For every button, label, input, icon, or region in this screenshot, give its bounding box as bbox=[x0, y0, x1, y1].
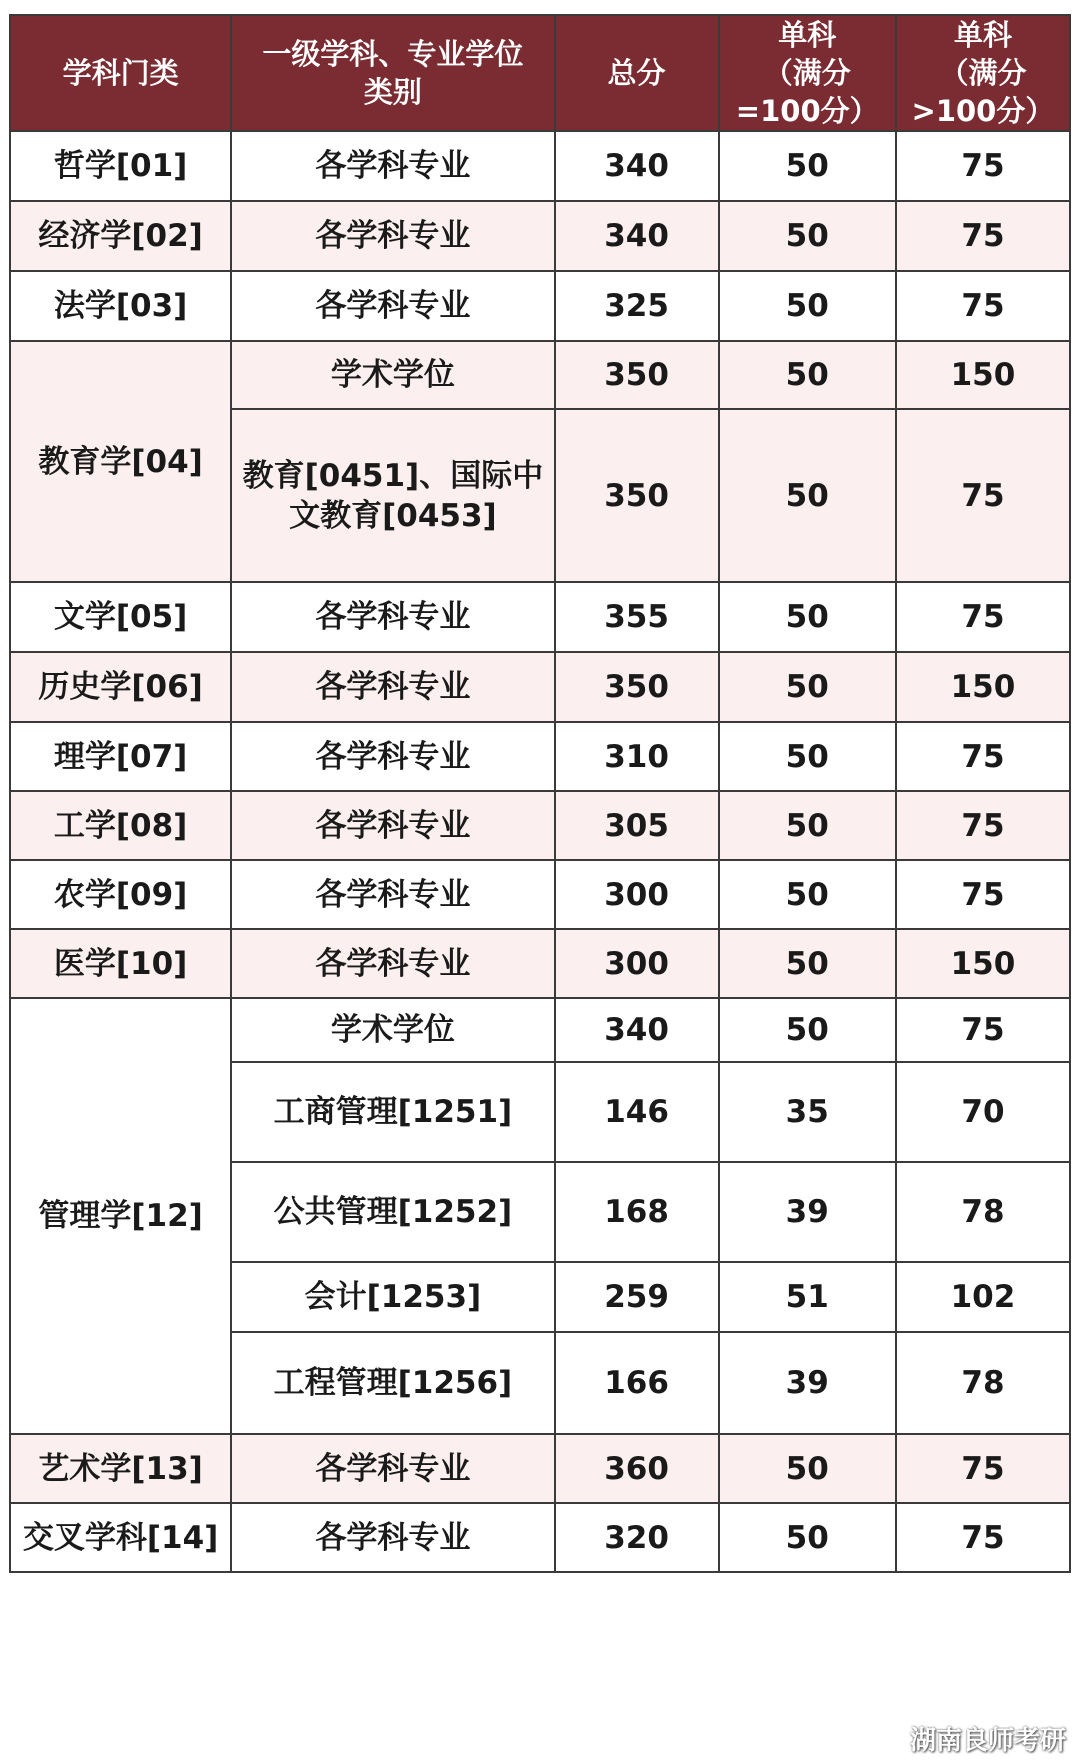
discipline-cell: 各学科专业 bbox=[231, 652, 554, 722]
discipline-cell: 工程管理[1256] bbox=[231, 1332, 554, 1434]
discipline-cell: 各学科专业 bbox=[231, 860, 554, 929]
table-row bbox=[10, 131, 1070, 201]
discipline-cell: 各学科专业 bbox=[231, 1434, 554, 1503]
single-over-100-cell: 150 bbox=[896, 652, 1070, 722]
category-cell: 管理学[12] bbox=[10, 998, 231, 1434]
single-100-cell: 39 bbox=[719, 1332, 896, 1434]
total-cell: 325 bbox=[555, 271, 719, 341]
total-cell: 340 bbox=[555, 998, 719, 1062]
header-total: 总分 bbox=[555, 15, 719, 131]
score-table bbox=[9, 14, 1071, 1573]
single-100-cell: 50 bbox=[719, 131, 896, 201]
header-single-over-100: 单科 （满分 >100分） bbox=[896, 15, 1070, 131]
single-over-100-cell: 75 bbox=[896, 860, 1070, 929]
total-cell: 340 bbox=[555, 201, 719, 271]
single-over-100-cell: 75 bbox=[896, 998, 1070, 1062]
table-row bbox=[10, 1434, 1070, 1503]
total-cell: 340 bbox=[555, 131, 719, 201]
category-cell: 交叉学科[14] bbox=[10, 1503, 231, 1572]
total-cell: 360 bbox=[555, 1434, 719, 1503]
category-cell: 文学[05] bbox=[10, 582, 231, 652]
single-100-cell: 50 bbox=[719, 929, 896, 998]
single-100-cell: 50 bbox=[719, 791, 896, 860]
discipline-cell: 各学科专业 bbox=[231, 582, 554, 652]
single-100-cell: 50 bbox=[719, 409, 896, 582]
category-cell: 哲学[01] bbox=[10, 131, 231, 201]
single-over-100-cell: 75 bbox=[896, 201, 1070, 271]
discipline-cell: 各学科专业 bbox=[231, 201, 554, 271]
category-cell: 理学[07] bbox=[10, 722, 231, 791]
single-100-cell: 39 bbox=[719, 1162, 896, 1262]
single-over-100-cell: 75 bbox=[896, 1434, 1070, 1503]
single-over-100-cell: 75 bbox=[896, 582, 1070, 652]
single-over-100-cell: 150 bbox=[896, 929, 1070, 998]
category-cell: 农学[09] bbox=[10, 860, 231, 929]
table-row bbox=[10, 652, 1070, 722]
total-cell: 350 bbox=[555, 341, 719, 409]
total-cell: 259 bbox=[555, 1262, 719, 1332]
table-row bbox=[10, 998, 1070, 1062]
table-row bbox=[10, 271, 1070, 341]
header-discipline: 一级学科、专业学位 类别 bbox=[231, 15, 554, 131]
table-row bbox=[10, 791, 1070, 860]
single-over-100-cell: 75 bbox=[896, 131, 1070, 201]
single-over-100-cell: 70 bbox=[896, 1062, 1070, 1162]
discipline-cell: 各学科专业 bbox=[231, 722, 554, 791]
watermark-text: 湖南良师考研 bbox=[909, 1726, 1066, 1756]
single-100-cell: 51 bbox=[719, 1262, 896, 1332]
category-cell: 历史学[06] bbox=[10, 652, 231, 722]
header-category: 学科门类 bbox=[10, 15, 231, 131]
single-over-100-cell: 78 bbox=[896, 1162, 1070, 1262]
header-row bbox=[10, 15, 1070, 131]
table-row bbox=[10, 582, 1070, 652]
discipline-cell: 学术学位 bbox=[231, 341, 554, 409]
single-over-100-cell: 75 bbox=[896, 409, 1070, 582]
single-over-100-cell: 75 bbox=[896, 271, 1070, 341]
table-row bbox=[10, 1503, 1070, 1572]
single-100-cell: 50 bbox=[719, 722, 896, 791]
category-cell: 法学[03] bbox=[10, 271, 231, 341]
single-100-cell: 50 bbox=[719, 201, 896, 271]
table-row bbox=[10, 929, 1070, 998]
single-100-cell: 35 bbox=[719, 1062, 896, 1162]
single-100-cell: 50 bbox=[719, 1434, 896, 1503]
category-cell: 医学[10] bbox=[10, 929, 231, 998]
total-cell: 146 bbox=[555, 1062, 719, 1162]
discipline-cell: 各学科专业 bbox=[231, 1503, 554, 1572]
total-cell: 300 bbox=[555, 929, 719, 998]
total-cell: 305 bbox=[555, 791, 719, 860]
single-over-100-cell: 102 bbox=[896, 1262, 1070, 1332]
single-over-100-cell: 75 bbox=[896, 791, 1070, 860]
discipline-cell: 公共管理[1252] bbox=[231, 1162, 554, 1262]
category-cell: 经济学[02] bbox=[10, 201, 231, 271]
total-cell: 166 bbox=[555, 1332, 719, 1434]
single-100-cell: 50 bbox=[719, 341, 896, 409]
single-100-cell: 50 bbox=[719, 860, 896, 929]
total-cell: 320 bbox=[555, 1503, 719, 1572]
single-100-cell: 50 bbox=[719, 652, 896, 722]
single-100-cell: 50 bbox=[719, 1503, 896, 1572]
single-100-cell: 50 bbox=[719, 582, 896, 652]
total-cell: 300 bbox=[555, 860, 719, 929]
single-over-100-cell: 78 bbox=[896, 1332, 1070, 1434]
discipline-cell: 教育[0451]、国际中文教育[0453] bbox=[231, 409, 554, 582]
discipline-cell: 工商管理[1251] bbox=[231, 1062, 554, 1162]
single-over-100-cell: 150 bbox=[896, 341, 1070, 409]
discipline-cell: 会计[1253] bbox=[231, 1262, 554, 1332]
total-cell: 168 bbox=[555, 1162, 719, 1262]
total-cell: 350 bbox=[555, 409, 719, 582]
single-100-cell: 50 bbox=[719, 271, 896, 341]
category-cell: 工学[08] bbox=[10, 791, 231, 860]
discipline-cell: 学术学位 bbox=[231, 998, 554, 1062]
discipline-cell: 各学科专业 bbox=[231, 271, 554, 341]
total-cell: 355 bbox=[555, 582, 719, 652]
category-cell: 教育学[04] bbox=[10, 341, 231, 582]
single-over-100-cell: 75 bbox=[896, 1503, 1070, 1572]
discipline-cell: 各学科专业 bbox=[231, 131, 554, 201]
header-single-100: 单科 （满分 =100分） bbox=[719, 15, 896, 131]
total-cell: 350 bbox=[555, 652, 719, 722]
discipline-cell: 各学科专业 bbox=[231, 791, 554, 860]
table-row bbox=[10, 341, 1070, 409]
category-cell: 艺术学[13] bbox=[10, 1434, 231, 1503]
discipline-cell: 各学科专业 bbox=[231, 929, 554, 998]
table-row bbox=[10, 201, 1070, 271]
total-cell: 310 bbox=[555, 722, 719, 791]
table-row bbox=[10, 722, 1070, 791]
single-over-100-cell: 75 bbox=[896, 722, 1070, 791]
table-row bbox=[10, 860, 1070, 929]
single-100-cell: 50 bbox=[719, 998, 896, 1062]
